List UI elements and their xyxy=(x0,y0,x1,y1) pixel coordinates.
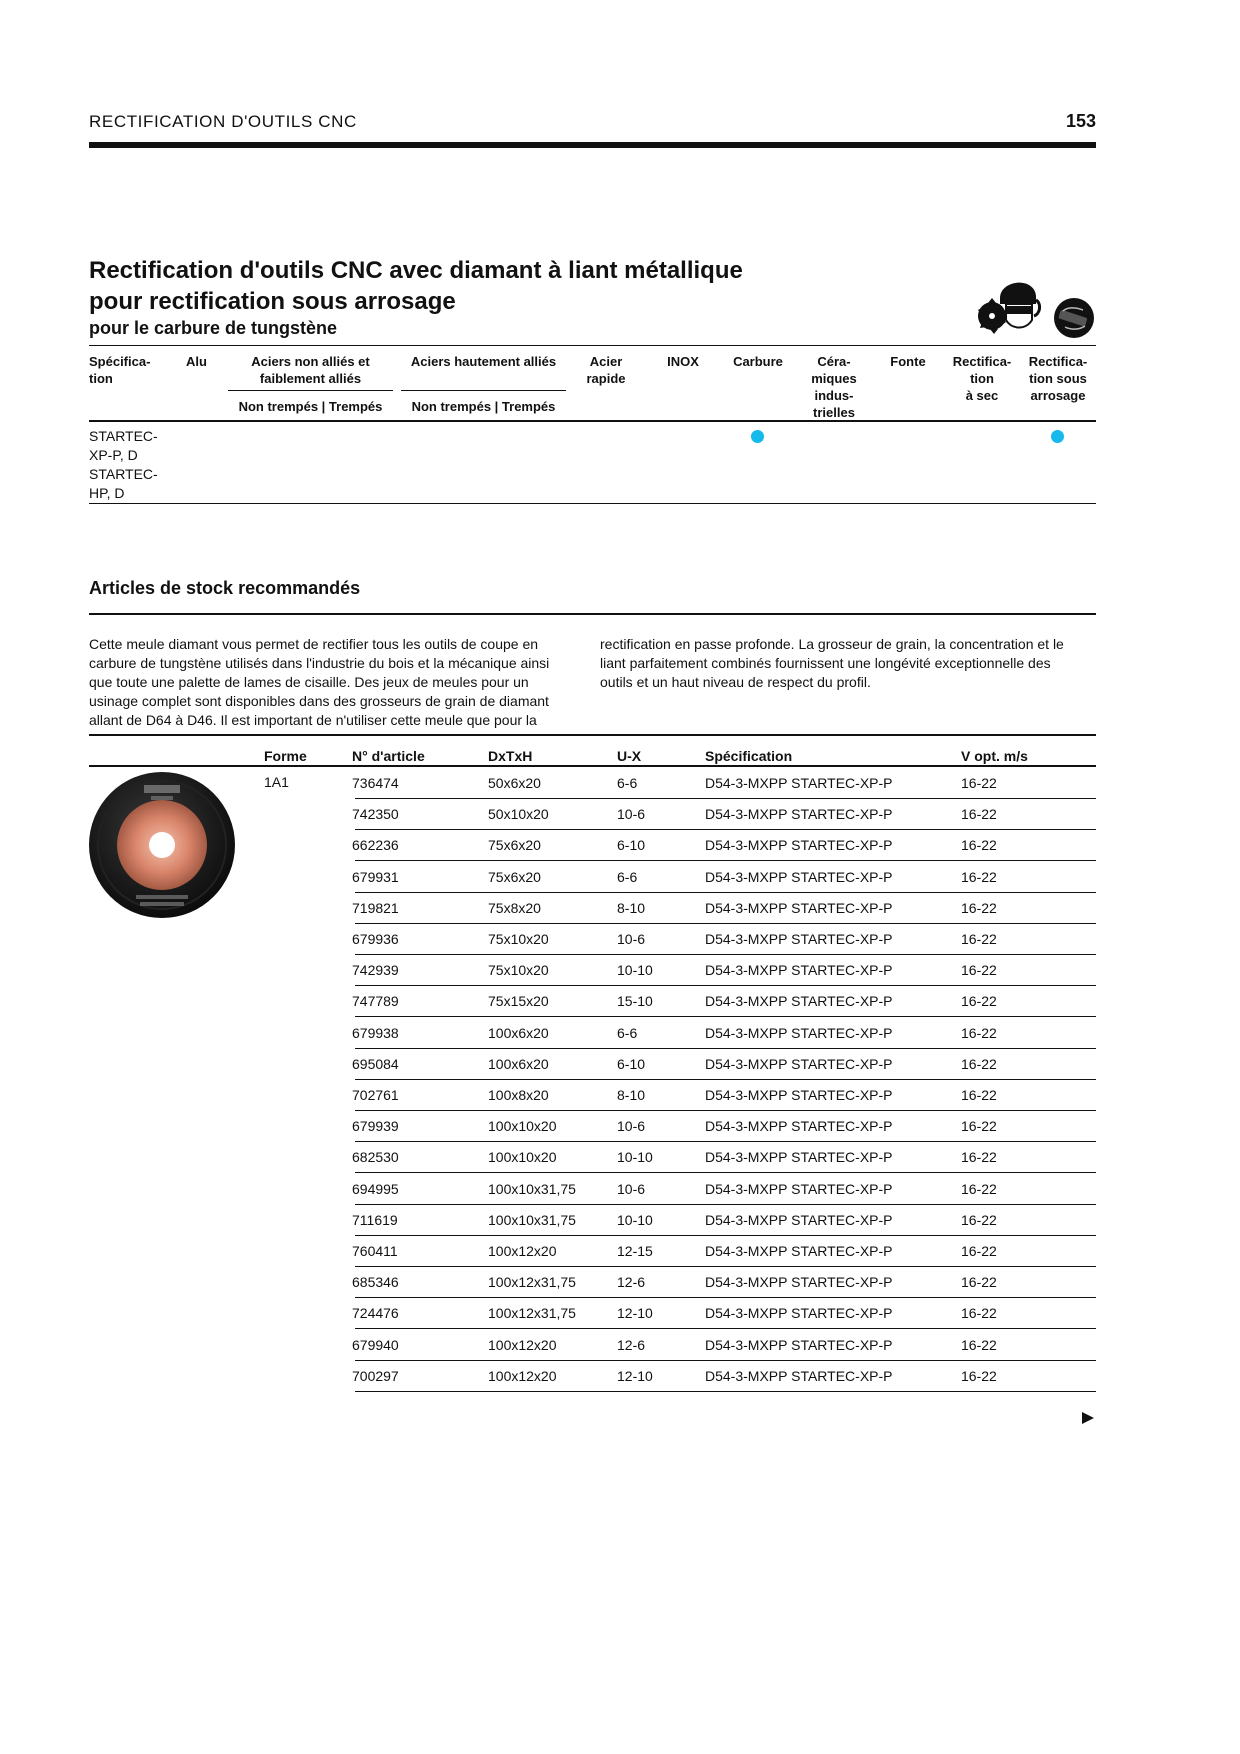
cell-specification: D54-3-MXPP STARTEC-XP-P xyxy=(705,806,893,823)
cell-specification: D54-3-MXPP STARTEC-XP-P xyxy=(705,1024,893,1041)
cell-article-number: 694995 xyxy=(352,1180,399,1197)
page-title xyxy=(89,255,849,317)
cell-specification: D54-3-MXPP STARTEC-XP-P xyxy=(705,962,893,979)
description-right-column: rectification en passe profonde. La grosseur de grain, la concentration et le liant parfaitement combinés fournissent une longévité exceptionnelle des outils et un haut niveau de respect du profil. xyxy=(600,636,1064,690)
cell-speed: 16-22 xyxy=(961,1243,997,1259)
cell-speed: 16-22 xyxy=(961,1055,997,1072)
table-row xyxy=(352,1079,1096,1111)
cell-ux: 8-10 xyxy=(617,899,646,916)
table-row xyxy=(352,1110,1096,1142)
spec-table-top-rule xyxy=(89,345,1096,346)
cell-ux: 6-6 xyxy=(617,775,638,791)
header-rule xyxy=(89,142,1096,148)
table-row xyxy=(352,861,1096,893)
cell-dimensions: 100x6x20 xyxy=(488,1055,549,1072)
cell-ux: 12-10 xyxy=(617,1305,653,1322)
cell-article-number: 747789 xyxy=(352,993,399,1010)
cell-dimensions: 100x12x31,75 xyxy=(488,1305,576,1322)
spec-header-specification: Spécifica- tion xyxy=(89,354,151,386)
forme-value: 1A1 xyxy=(264,774,289,790)
cell-speed: 16-22 xyxy=(961,1180,997,1197)
cell-article-number: 702761 xyxy=(352,1087,399,1103)
product-table-top-rule xyxy=(89,734,1096,736)
table-row xyxy=(352,1297,1096,1329)
cell-article-number: 679931 xyxy=(352,868,399,885)
cell-speed: 16-22 xyxy=(961,962,997,979)
cell-ux: 10-6 xyxy=(617,931,646,947)
table-row xyxy=(352,767,1096,799)
cell-specification: D54-3-MXPP STARTEC-XP-P xyxy=(705,1336,893,1353)
cell-speed: 16-22 xyxy=(961,1274,997,1291)
cell-ux: 12-6 xyxy=(617,1274,646,1291)
stock-section-title: Articles de stock recommandés xyxy=(89,578,361,598)
cell-specification: D54-3-MXPP STARTEC-XP-P xyxy=(705,1211,893,1228)
cell-article-number: 724476 xyxy=(352,1305,399,1322)
cell-ux: 10-6 xyxy=(617,806,646,823)
table-row xyxy=(352,798,1096,830)
table-row xyxy=(352,1360,1096,1392)
cell-speed: 16-22 xyxy=(961,899,997,916)
cell-specification: D54-3-MXPP STARTEC-XP-P xyxy=(705,931,893,947)
cell-dimensions: 100x10x20 xyxy=(488,1118,557,1135)
table-row xyxy=(352,1017,1096,1049)
cell-speed: 16-22 xyxy=(961,1149,997,1166)
wet-grinding-suitability-dot xyxy=(1051,430,1064,443)
cell-article-number: 662236 xyxy=(352,837,399,854)
cell-specification: D54-3-MXPP STARTEC-XP-P xyxy=(705,1149,893,1166)
spec-table-header-rule xyxy=(89,420,1096,422)
cell-dimensions: 100x6x20 xyxy=(488,1024,549,1041)
cell-article-number: 700297 xyxy=(352,1367,399,1384)
cell-speed: 16-22 xyxy=(961,1211,997,1228)
cell-article-number: 679936 xyxy=(352,931,399,947)
spec-header-dry-grinding: Rectifica- tion à sec xyxy=(952,354,1012,403)
cell-article-number: 685346 xyxy=(352,1274,399,1291)
cell-article-number: 679940 xyxy=(352,1336,399,1353)
cell-article-number: 695084 xyxy=(352,1055,399,1072)
wet-grinding-icon xyxy=(1053,297,1095,339)
table-row xyxy=(352,1329,1096,1361)
cell-dimensions: 100x10x20 xyxy=(488,1149,557,1166)
stock-title-rule xyxy=(89,613,1096,615)
cell-speed: 16-22 xyxy=(961,806,997,823)
table-row xyxy=(352,1173,1096,1205)
cell-ux: 10-10 xyxy=(617,1149,653,1166)
spec-header-wet-grinding: Rectifica- tion sous arrosage xyxy=(1028,354,1088,403)
cell-specification: D54-3-MXPP STARTEC-XP-P xyxy=(705,993,893,1010)
section-title: RECTIFICATION D'OUTILS CNC xyxy=(89,112,357,131)
cell-dimensions: 100x12x20 xyxy=(488,1336,557,1353)
spec-header-hss: Acier rapide xyxy=(586,354,626,386)
cell-ux: 10-10 xyxy=(617,1211,653,1228)
cell-speed: 16-22 xyxy=(961,1118,997,1135)
cell-article-number: 682530 xyxy=(352,1149,399,1166)
spec-header-unalloyed-rule xyxy=(228,390,393,391)
cell-ux: 8-10 xyxy=(617,1087,646,1103)
table-row xyxy=(352,1048,1096,1080)
cell-dimensions: 100x10x31,75 xyxy=(488,1211,576,1228)
col-header-ux: U-X xyxy=(617,748,642,764)
cell-ux: 10-10 xyxy=(617,962,653,979)
spec-header-unalloyed-steel: Aciers non alliés et faiblement alliés xyxy=(251,354,370,386)
spec-header-unalloyed-sub: Non trempés | Trempés xyxy=(238,399,383,414)
cell-article-number: 711619 xyxy=(352,1211,398,1228)
cell-speed: 16-22 xyxy=(961,775,997,791)
cell-ux: 12-6 xyxy=(617,1336,646,1353)
cell-dimensions: 100x10x31,75 xyxy=(488,1180,576,1197)
cell-speed: 16-22 xyxy=(961,1024,997,1041)
spec-product-lines: STARTEC- XP-P, D STARTEC- HP, D xyxy=(89,428,158,501)
col-header-dimensions: DxTxH xyxy=(488,748,533,764)
table-row xyxy=(352,892,1096,924)
cell-speed: 16-22 xyxy=(961,837,997,854)
spec-header-high-alloy-rule xyxy=(401,390,566,391)
cell-speed: 16-22 xyxy=(961,1367,997,1384)
page-title-line-1: Rectification d'outils CNC avec diamant à liant métallique xyxy=(89,257,743,284)
cell-dimensions: 50x6x20 xyxy=(488,775,541,791)
cell-specification: D54-3-MXPP STARTEC-XP-P xyxy=(705,868,893,885)
protective-gear-icon xyxy=(976,270,1042,340)
cell-dimensions: 50x10x20 xyxy=(488,806,549,823)
table-row xyxy=(352,985,1096,1017)
spec-table-bottom-rule xyxy=(89,503,1096,504)
spec-header-alu: Alu xyxy=(186,354,207,369)
diamond-wheel-image xyxy=(88,771,236,919)
table-row xyxy=(352,1235,1096,1267)
page-title-line-2: pour rectification sous arrosage xyxy=(89,288,456,315)
col-header-specification: Spécification xyxy=(705,748,793,764)
page-number: 153 xyxy=(1065,111,1096,131)
cell-specification: D54-3-MXPP STARTEC-XP-P xyxy=(705,899,893,916)
cell-dimensions: 75x6x20 xyxy=(488,868,541,885)
cell-ux: 6-10 xyxy=(617,1055,646,1072)
cell-speed: 16-22 xyxy=(961,868,997,885)
cell-dimensions: 100x8x20 xyxy=(488,1087,549,1103)
cell-dimensions: 100x12x20 xyxy=(488,1367,557,1384)
cell-article-number: 742939 xyxy=(352,962,399,979)
cell-speed: 16-22 xyxy=(961,1336,997,1353)
spec-header-high-alloy-sub: Non trempés | Trempés xyxy=(411,399,556,414)
continue-arrow-icon[interactable] xyxy=(1082,1412,1094,1424)
table-row xyxy=(352,1204,1096,1236)
cell-ux: 6-10 xyxy=(617,837,646,854)
cell-speed: 16-22 xyxy=(961,993,997,1010)
table-row xyxy=(352,1141,1096,1173)
cell-specification: D54-3-MXPP STARTEC-XP-P xyxy=(705,1274,893,1291)
cell-article-number: 736474 xyxy=(352,775,399,791)
cell-specification: D54-3-MXPP STARTEC-XP-P xyxy=(705,1367,893,1384)
cell-specification: D54-3-MXPP STARTEC-XP-P xyxy=(705,1243,893,1259)
cell-dimensions: 75x10x20 xyxy=(488,962,549,979)
spec-header-high-alloy-steel: Aciers hautement alliés xyxy=(410,354,557,369)
spec-header-inox: INOX xyxy=(667,354,699,369)
cell-dimensions: 75x15x20 xyxy=(488,993,549,1010)
cell-article-number: 679938 xyxy=(352,1024,399,1041)
cell-dimensions: 75x8x20 xyxy=(488,899,541,916)
carbide-suitability-dot xyxy=(751,430,764,443)
cell-specification: D54-3-MXPP STARTEC-XP-P xyxy=(705,1305,893,1322)
page-header xyxy=(89,112,1096,152)
cell-article-number: 742350 xyxy=(352,806,399,823)
cell-specification: D54-3-MXPP STARTEC-XP-P xyxy=(705,837,893,854)
cell-ux: 10-6 xyxy=(617,1118,646,1135)
spec-header-ceramic: Céra- miques indus- trielles xyxy=(811,354,857,420)
table-row xyxy=(352,923,1096,955)
page-subtitle: pour le carbure de tungstène xyxy=(89,318,338,338)
cell-specification: D54-3-MXPP STARTEC-XP-P xyxy=(705,1055,893,1072)
cell-article-number: 719821 xyxy=(352,899,399,916)
cell-ux: 6-6 xyxy=(617,868,638,885)
col-header-article-number: N° d'article xyxy=(352,748,425,764)
spec-header-carbide: Carbure xyxy=(733,354,783,369)
cell-dimensions: 75x6x20 xyxy=(488,837,541,854)
description-left-column: Cette meule diamant vous permet de rectifier tous les outils de coupe en carbure de tungstène utilisés dans l'industrie du bois et la mécanique ainsi que toute une palette de lames de cisaille. Des jeux de meules pour un usinage complet sont disponibles dans des grosseurs de grain de diamant allant de D64 à D46. Il est important de n'utiliser cette meule que pour la xyxy=(89,636,550,728)
cell-dimensions: 100x12x31,75 xyxy=(488,1274,576,1291)
col-header-speed: V opt. m/s xyxy=(961,748,1028,764)
cell-ux: 12-10 xyxy=(617,1367,653,1384)
cell-speed: 16-22 xyxy=(961,1087,997,1103)
table-row xyxy=(352,954,1096,986)
cell-specification: D54-3-MXPP STARTEC-XP-P xyxy=(705,1180,893,1197)
cell-speed: 16-22 xyxy=(961,1305,997,1322)
table-row xyxy=(352,829,1096,861)
cell-specification: D54-3-MXPP STARTEC-XP-P xyxy=(705,1118,893,1135)
cell-specification: D54-3-MXPP STARTEC-XP-P xyxy=(705,1087,893,1103)
cell-speed: 16-22 xyxy=(961,931,997,947)
spec-header-cast-iron: Fonte xyxy=(890,354,926,369)
cell-ux: 6-6 xyxy=(617,1024,638,1041)
col-header-forme: Forme xyxy=(264,748,307,764)
cell-dimensions: 75x10x20 xyxy=(488,931,549,947)
cell-article-number: 760411 xyxy=(352,1243,398,1259)
cell-dimensions: 100x12x20 xyxy=(488,1243,557,1259)
cell-article-number: 679939 xyxy=(352,1118,399,1135)
cell-specification: D54-3-MXPP STARTEC-XP-P xyxy=(705,775,893,791)
cell-ux: 10-6 xyxy=(617,1180,646,1197)
cell-ux: 15-10 xyxy=(617,993,653,1010)
cell-ux: 12-15 xyxy=(617,1243,653,1259)
table-row xyxy=(352,1266,1096,1298)
